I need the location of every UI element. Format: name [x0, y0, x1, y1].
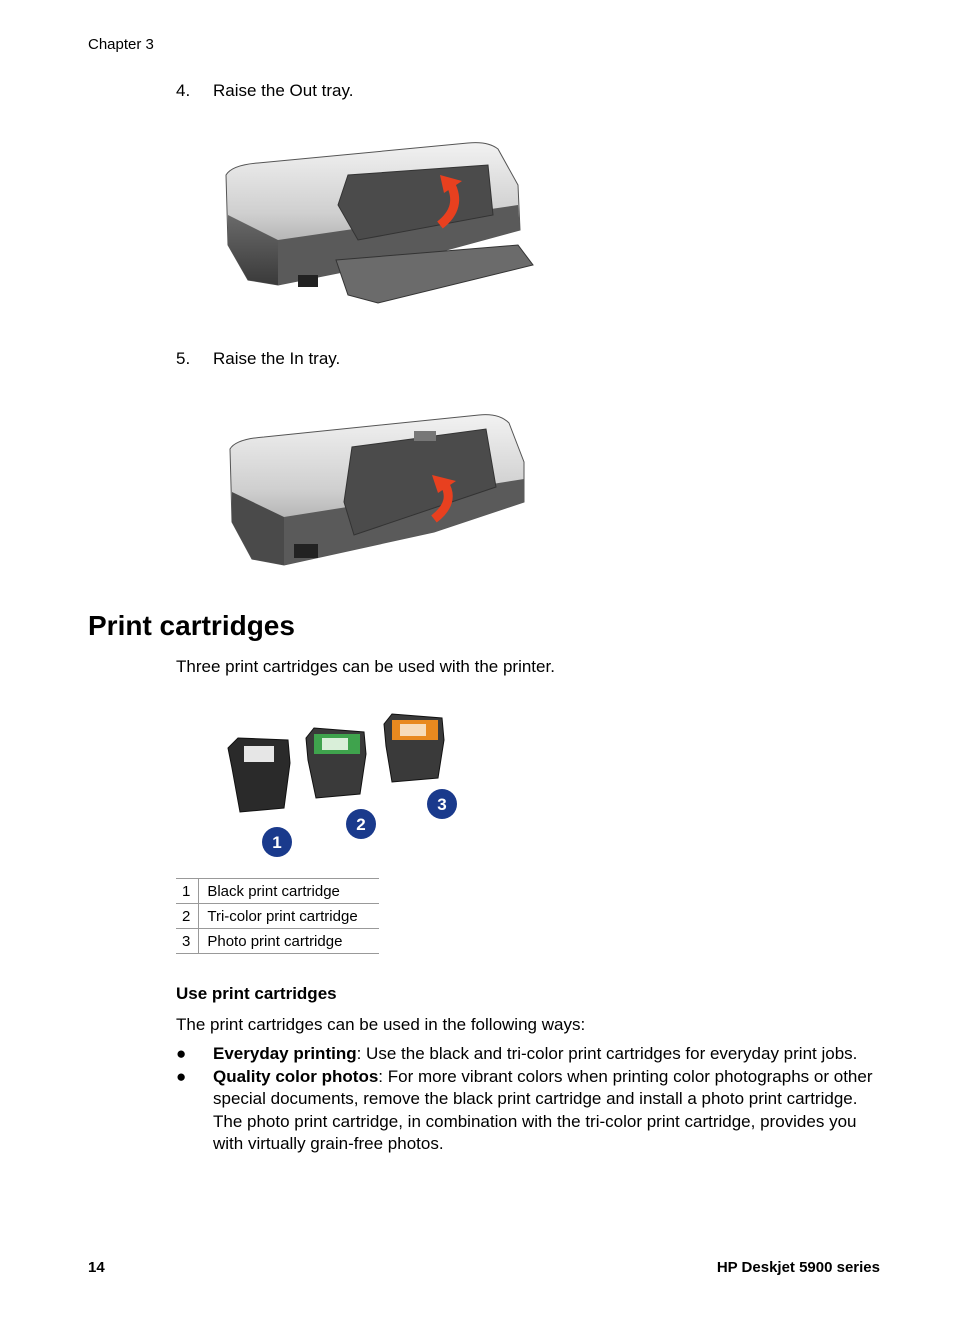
- legend-number: 2: [176, 904, 199, 929]
- callout-1: [262, 827, 292, 857]
- photo-cartridge: [384, 714, 444, 782]
- legend-label: Tri-color print cartridge: [199, 904, 380, 929]
- bullet-heading: Everyday printing: [213, 1044, 357, 1063]
- cartridge-legend-table: [176, 878, 379, 954]
- chapter-label: Chapter 3: [88, 36, 154, 53]
- step-5: [176, 349, 476, 371]
- callout-3-label: 3: [437, 795, 447, 814]
- print-cartridges-illustration: [220, 708, 470, 863]
- bullet-icon: ●: [176, 1066, 187, 1086]
- callout-1-label: 1: [272, 833, 282, 852]
- callout-2-label: 2: [356, 815, 366, 834]
- subsection-title: Use print cartridges: [176, 984, 337, 1003]
- callout-3: [427, 789, 457, 819]
- list-item: [176, 1066, 876, 1156]
- black-cartridge: [228, 738, 290, 812]
- legend-number: 1: [176, 879, 199, 904]
- bullet-heading: Quality color photos: [213, 1066, 379, 1086]
- legend-number: 3: [176, 929, 199, 954]
- usage-list: [176, 1043, 876, 1156]
- bullet-text: : Use the black and tri-color print cartridges for everyday print jobs.: [356, 1044, 858, 1063]
- step-text: Raise the Out tray.: [213, 81, 354, 100]
- list-item: [176, 1043, 876, 1066]
- use-intro: The print cartridges can be used in the following ways:: [176, 1015, 586, 1034]
- callout-2: [346, 809, 376, 839]
- step-number: 4.: [176, 81, 191, 100]
- footer-product-name: HP Deskjet 5900 series: [716, 1259, 880, 1276]
- step-text: Raise the In tray.: [213, 349, 341, 368]
- legend-label: Photo print cartridge: [199, 929, 380, 954]
- printer-out-tray-illustration: [218, 135, 538, 313]
- page-number: 14: [88, 1259, 105, 1276]
- table-row: [176, 904, 379, 929]
- table-row: [176, 879, 379, 904]
- step-4: [176, 81, 476, 103]
- tricolor-cartridge: [306, 728, 366, 798]
- printer-in-tray-illustration: [224, 407, 534, 572]
- section-title: Print cartridges: [88, 610, 295, 641]
- step-number: 5.: [176, 349, 191, 368]
- bullet-icon: ●: [176, 1044, 187, 1063]
- legend-label: Black print cartridge: [199, 879, 380, 904]
- section-intro: Three print cartridges can be used with the printer.: [176, 657, 555, 676]
- bullet-text: : For more vibrant colors when printing color photographs or other special documents, remove the black print cartridge and install a photo print cartridge. The photo print cartridge, in combination with the tri-color print cartridge, provides you with virtually grain-free photos.: [213, 1066, 873, 1153]
- table-row: [176, 929, 379, 954]
